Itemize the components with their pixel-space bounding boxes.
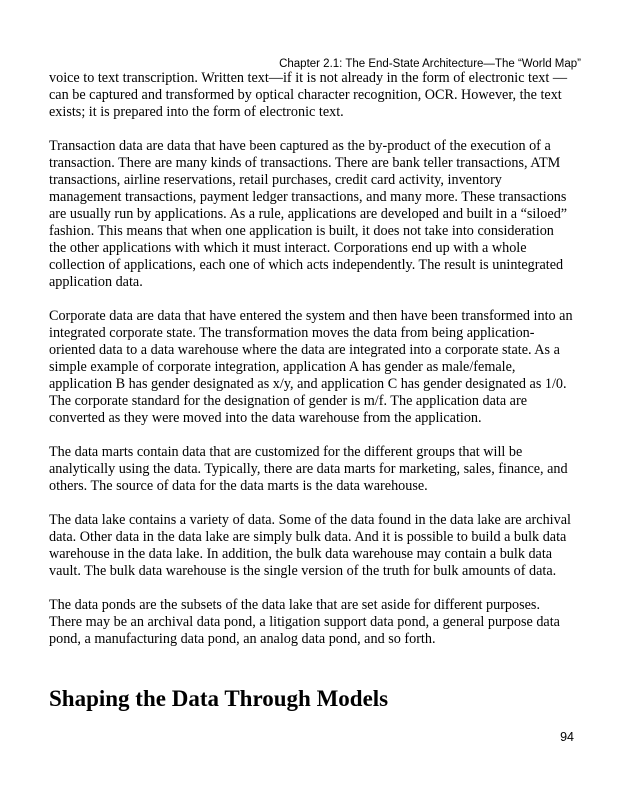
paragraph-text-capture: voice to text transcription. Written text—if it is not already in the form of electronic text —can be captured and transformed by optical character recognition, OCR. However, the text exists; it is prepared into the form of electronic text. xyxy=(49,70,568,120)
paragraph-data-marts: The data marts contain data that are customized for the different groups that will be analytically using the data. Typically, there are data marts for marketing, sales, finance, and others. The source of data for the data marts is the data warehouse. xyxy=(49,444,568,494)
paragraph-transaction-data: Transaction data are data that have been captured as the by-product of the execution of a transaction. There are many kinds of transactions. There are bank teller transactions, ATM transactions, airline reservations, retail purchases, credit card activity, inventory management transactions, payment ledger transactions, and many more. These transactions are usually run by applications. As a rule, applications are developed and built in a “siloed” fashion. This means that when one application is built, it does not take into consideration the other applications with which it must interact. Corporations end up with a whole collection of applications, each one of which acts independently. The result is unintegrated application data. xyxy=(49,138,568,290)
section-heading: Shaping the Data Through Models xyxy=(49,686,389,711)
paragraph-corporate-data: Corporate data are data that have entered the system and then have been transformed into an integrated corporate state. The transformation moves the data from being application-oriented data to a data warehouse where the data are integrated into a corporate state. As a simple example of corporate integration, application A has gender as male/female, application B has gender designated as x/y, and application C has gender designated as 1/0. The corporate standard for the designation of gender is m/f. The application data are converted as they were moved into the data warehouse from the application. xyxy=(49,308,573,426)
body-text xyxy=(49,70,573,665)
paragraph-data-ponds: The data ponds are the subsets of the data lake that are set aside for different purposes. There may be an archival data pond, a litigation support data pond, a general purpose data pond, a manufacturing data pond, an analog data pond, and so forth. xyxy=(49,597,560,647)
running-header: Chapter 2.1: The End-State Architecture—The “World Map” xyxy=(279,58,581,70)
page-number: 94 xyxy=(560,730,574,744)
paragraph-data-lake: The data lake contains a variety of data. Some of the data found in the data lake are archival data. Other data in the data lake are simply bulk data. And it is possible to build a bulk data warehouse in the data lake. In addition, the bulk data warehouse may contain a bulk data vault. The bulk data warehouse is the single version of the truth for bulk amounts of data. xyxy=(49,512,571,579)
